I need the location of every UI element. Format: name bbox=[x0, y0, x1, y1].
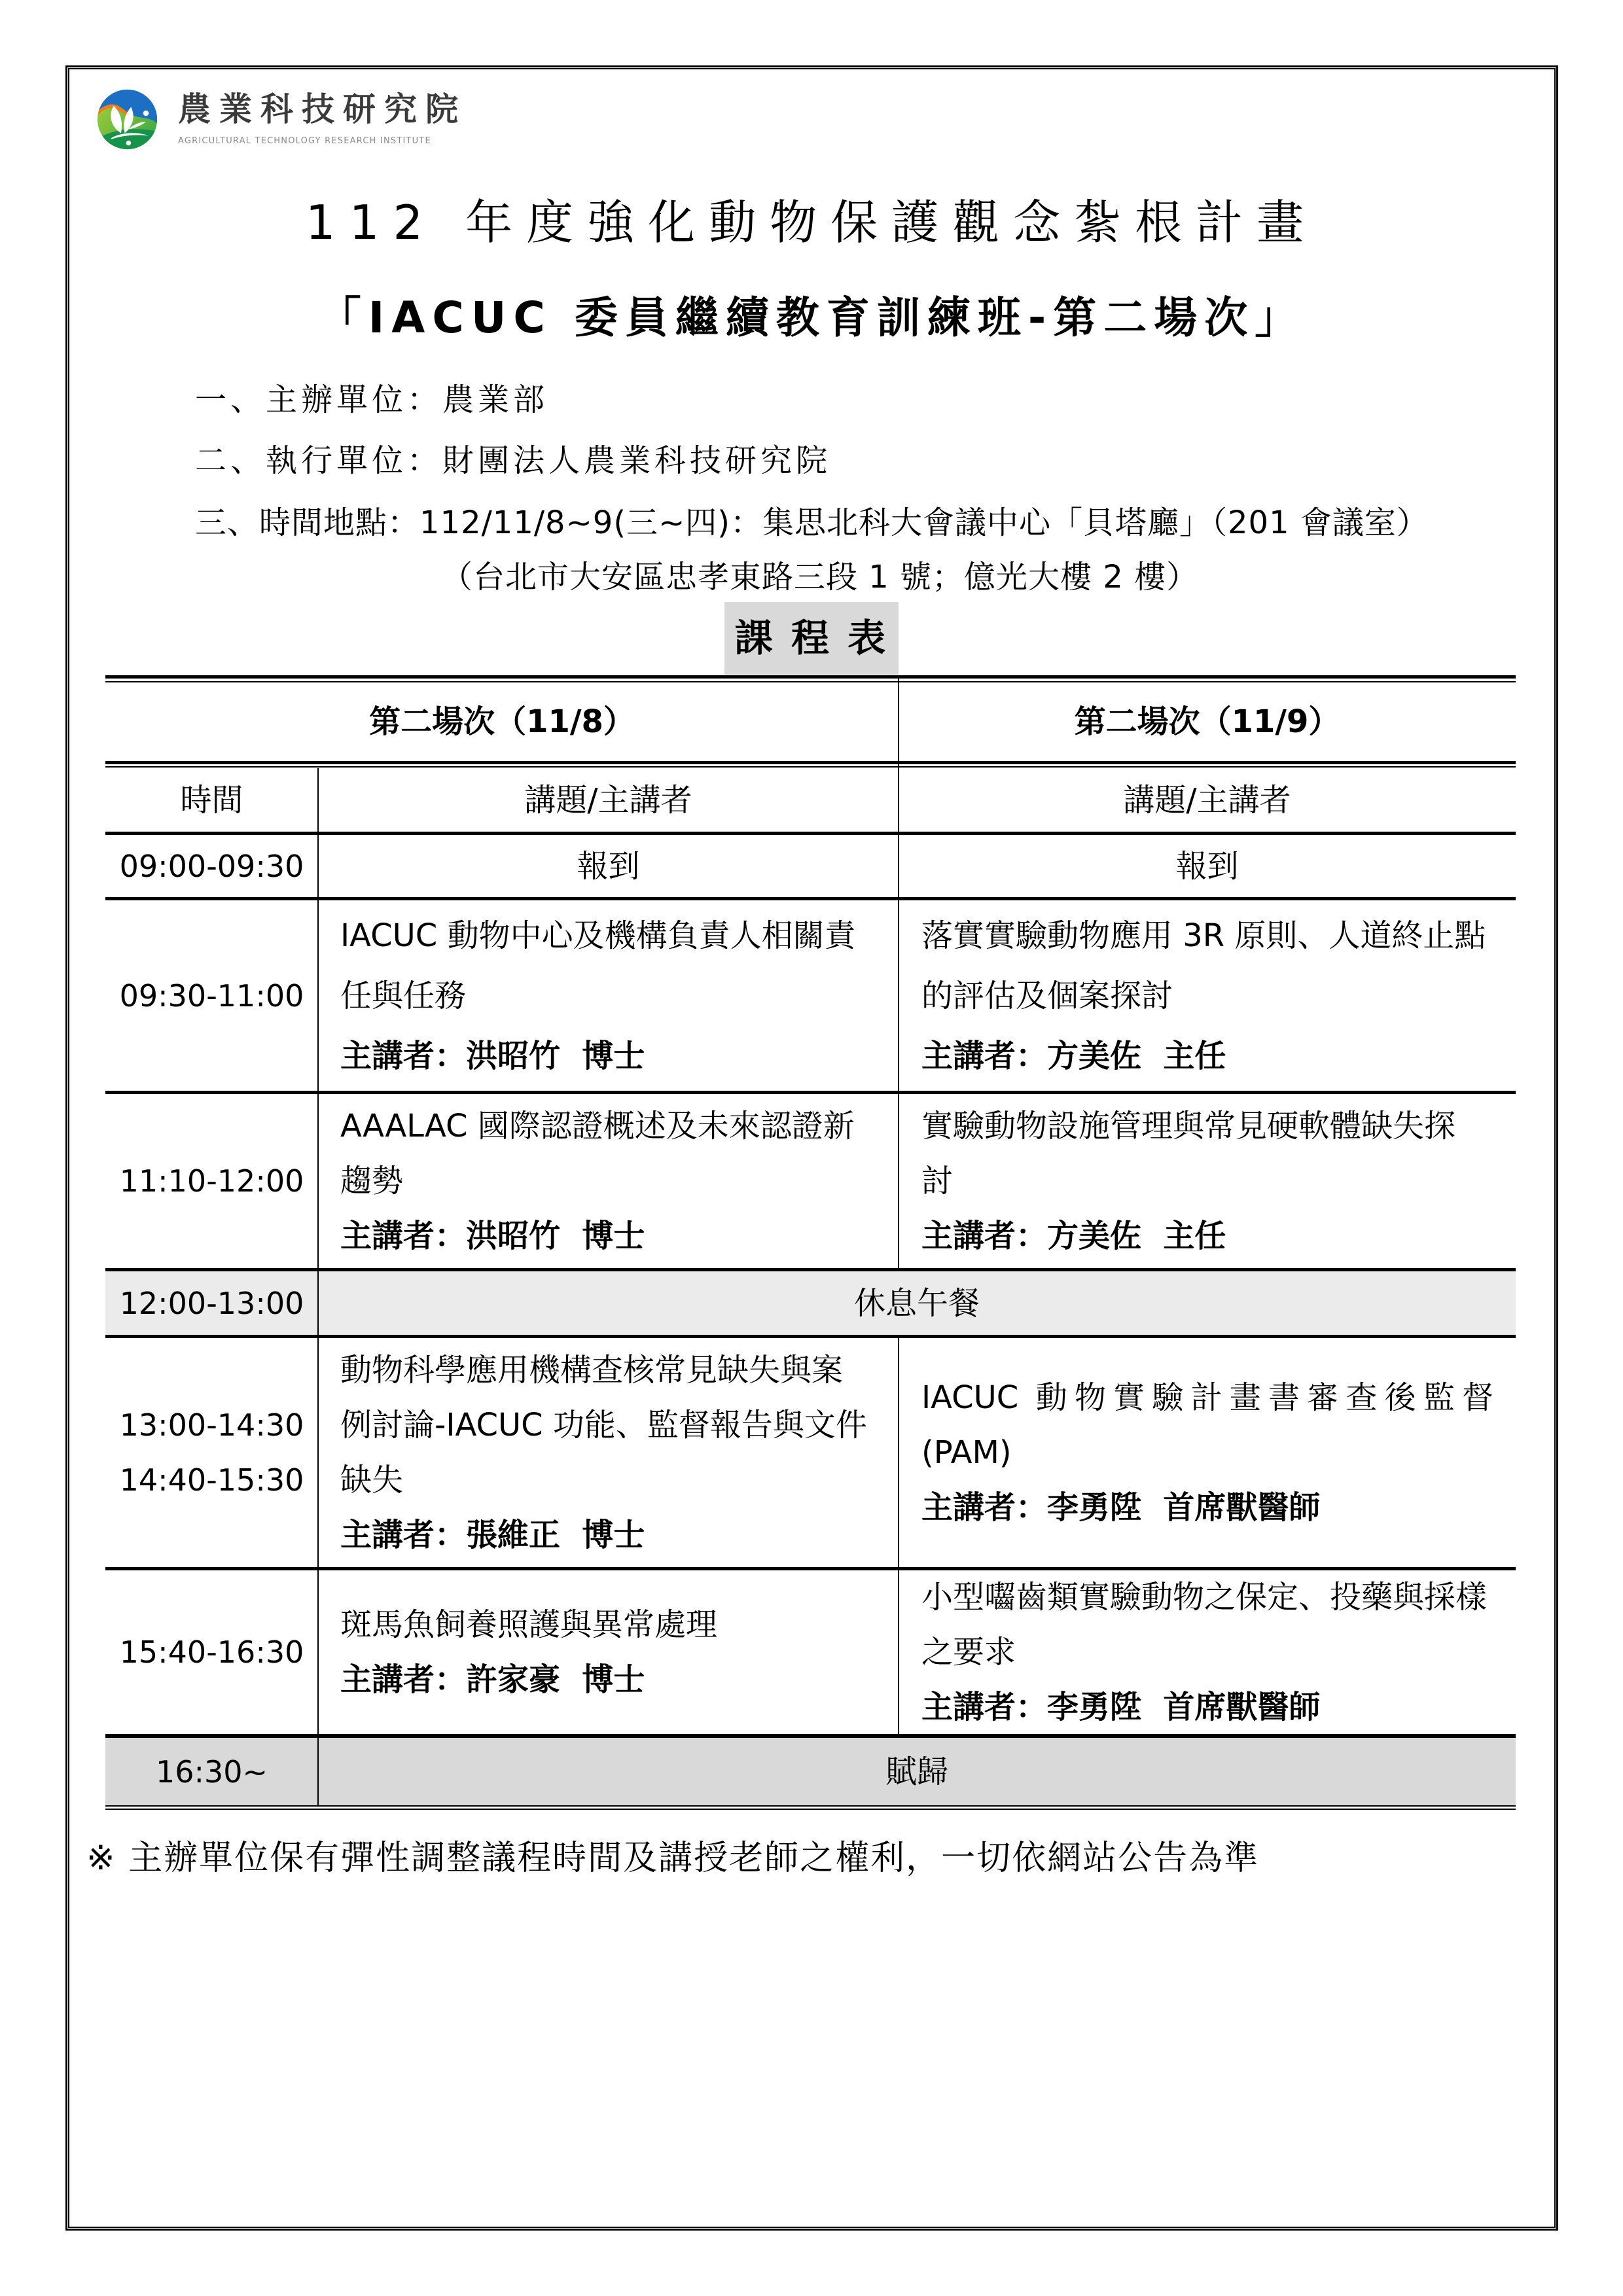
topic-line: 缺失 bbox=[340, 1462, 404, 1498]
time-text: 11:10-12:00 bbox=[119, 1163, 304, 1199]
topic-line: 報到 bbox=[1175, 847, 1239, 885]
time-cell bbox=[105, 900, 318, 1091]
topic-line: 動物科學應用機構查核常見缺失與案 bbox=[340, 1352, 844, 1388]
topic-cell-day2 bbox=[899, 835, 1516, 897]
time-text: 13:00-14:30 bbox=[119, 1407, 304, 1443]
lunch-label: 休息午餐 bbox=[853, 1284, 980, 1322]
topic-cell-day1 bbox=[318, 835, 899, 897]
page-subtitle: 「IACUC 委員繼續教育訓練班-第二場次」 bbox=[317, 292, 1306, 343]
topic-line: 實驗動物設施管理與常見硬軟體缺失探 bbox=[921, 1108, 1456, 1144]
topic-cell-day1 bbox=[318, 1338, 899, 1567]
time-text: 16:30~ bbox=[155, 1754, 268, 1790]
time-cell bbox=[105, 1570, 318, 1734]
time-text: 14:40-15:30 bbox=[119, 1462, 304, 1498]
time-text: 12:00-13:00 bbox=[119, 1285, 304, 1321]
session-header-day1 bbox=[105, 682, 899, 761]
footnote: ※ 主辦單位保有彈性調整議程時間及講授老師之權利，一切依網站公告為準 bbox=[86, 1839, 1260, 1878]
logo-name-chinese: 農業科技研究院 bbox=[178, 90, 467, 128]
session-header-rule-thick bbox=[105, 761, 1516, 764]
topic-line: 小型囓齒類實驗動物之保定、投藥與採樣 bbox=[921, 1579, 1488, 1616]
session-header-label: 第二場次（11/8） bbox=[369, 703, 635, 740]
table-bottom-rule bbox=[105, 1805, 1516, 1807]
column-header-label: 講題/主講者 bbox=[524, 781, 692, 819]
info-time-place: 三、時間地點：112/11/8~9(三~四)：集思北科大會議中心「貝塔廳」（201 會議室） bbox=[195, 504, 1429, 541]
info-organizer: 一、主辦單位：農業部 bbox=[195, 381, 549, 418]
time-text: 15:40-16:30 bbox=[119, 1634, 304, 1670]
topic-line: 報到 bbox=[577, 847, 640, 885]
speaker-line: 主講者：洪昭竹 博士 bbox=[340, 1037, 645, 1074]
time-cell bbox=[105, 835, 318, 897]
time-text: 09:30-11:00 bbox=[119, 978, 304, 1014]
topic-line: 的評估及個案探討 bbox=[921, 977, 1173, 1014]
topic-line: IACUC 動物中心及機構負責人相關責 bbox=[340, 917, 856, 954]
topic-line: 之要求 bbox=[921, 1634, 1016, 1670]
speaker-line: 主講者：李勇陞 首席獸醫師 bbox=[921, 1689, 1321, 1725]
time-cell bbox=[105, 1738, 318, 1805]
dismissal-label: 賦歸 bbox=[885, 1753, 948, 1790]
topic-cell-day1 bbox=[318, 900, 899, 1091]
session-header-day2 bbox=[899, 682, 1516, 761]
column-header-time bbox=[105, 768, 318, 832]
speaker-line: 主講者：方美佐 主任 bbox=[921, 1037, 1226, 1074]
topic-line: 任與任務 bbox=[340, 977, 467, 1014]
page-title: 112 年度強化動物保護觀念紮根計畫 bbox=[305, 195, 1318, 250]
schedule-table bbox=[105, 675, 1516, 1811]
logo-emblem-icon bbox=[96, 88, 158, 150]
lunch-cell bbox=[318, 1271, 1516, 1335]
session-header-rule-thin bbox=[105, 766, 1516, 768]
column-header-label: 時間 bbox=[180, 781, 243, 819]
topic-cell-day2 bbox=[899, 900, 1516, 1091]
time-cell bbox=[105, 1094, 318, 1268]
topic-line: 落實實驗動物應用 3R 原則、人道終止點 bbox=[921, 917, 1486, 954]
speaker-line: 主講者：洪昭竹 博士 bbox=[340, 1218, 645, 1254]
time-text: 09:00-09:30 bbox=[119, 848, 304, 884]
column-header-label: 講題/主講者 bbox=[1123, 781, 1291, 819]
table-bottom-rule bbox=[105, 1809, 1516, 1810]
topic-cell-day1 bbox=[318, 1094, 899, 1268]
schedule-title: 課 程 表 bbox=[724, 602, 899, 675]
topic-cell-day2 bbox=[899, 1338, 1516, 1567]
column-header-topic-day1 bbox=[318, 768, 899, 832]
topic-line: 趨勢 bbox=[340, 1163, 404, 1199]
time-cell bbox=[105, 1271, 318, 1335]
dismissal-cell bbox=[318, 1738, 1516, 1805]
topic-cell-day2 bbox=[899, 1570, 1516, 1734]
topic-line: 斑馬魚飼養照護與異常處理 bbox=[340, 1606, 718, 1643]
topic-line: IACUC 動物實驗計畫書審查後監督 bbox=[921, 1379, 1493, 1416]
logo-name-english: AGRICULTURAL TECHNOLOGY RESEARCH INSTITUTE bbox=[178, 136, 431, 146]
speaker-line: 主講者：張維正 博士 bbox=[340, 1517, 645, 1553]
topic-line: 例討論-IACUC 功能、監督報告與文件 bbox=[340, 1407, 867, 1443]
time-cell bbox=[105, 1338, 318, 1567]
table-top-rule-thick bbox=[105, 675, 1516, 679]
session-header-label: 第二場次（11/9） bbox=[1074, 703, 1340, 740]
speaker-line: 主講者：方美佐 主任 bbox=[921, 1218, 1226, 1254]
info-address: （台北市大安區忠孝東路三段 1 號；億光大樓 2 樓） bbox=[441, 559, 1199, 595]
speaker-line: 主講者：許家豪 博士 bbox=[340, 1661, 645, 1698]
institute-logo bbox=[96, 88, 489, 154]
topic-line: 討 bbox=[921, 1163, 954, 1199]
topic-line: (PAM) bbox=[921, 1434, 1012, 1471]
speaker-line: 主講者：李勇陞 首席獸醫師 bbox=[921, 1489, 1321, 1526]
info-executor: 二、執行單位：財團法人農業科技研究院 bbox=[195, 442, 832, 479]
topic-cell-day2 bbox=[899, 1094, 1516, 1268]
column-header-topic-day2 bbox=[899, 768, 1516, 832]
topic-cell-day1 bbox=[318, 1570, 899, 1734]
topic-line: AAALAC 國際認證概述及未來認證新 bbox=[340, 1108, 855, 1144]
